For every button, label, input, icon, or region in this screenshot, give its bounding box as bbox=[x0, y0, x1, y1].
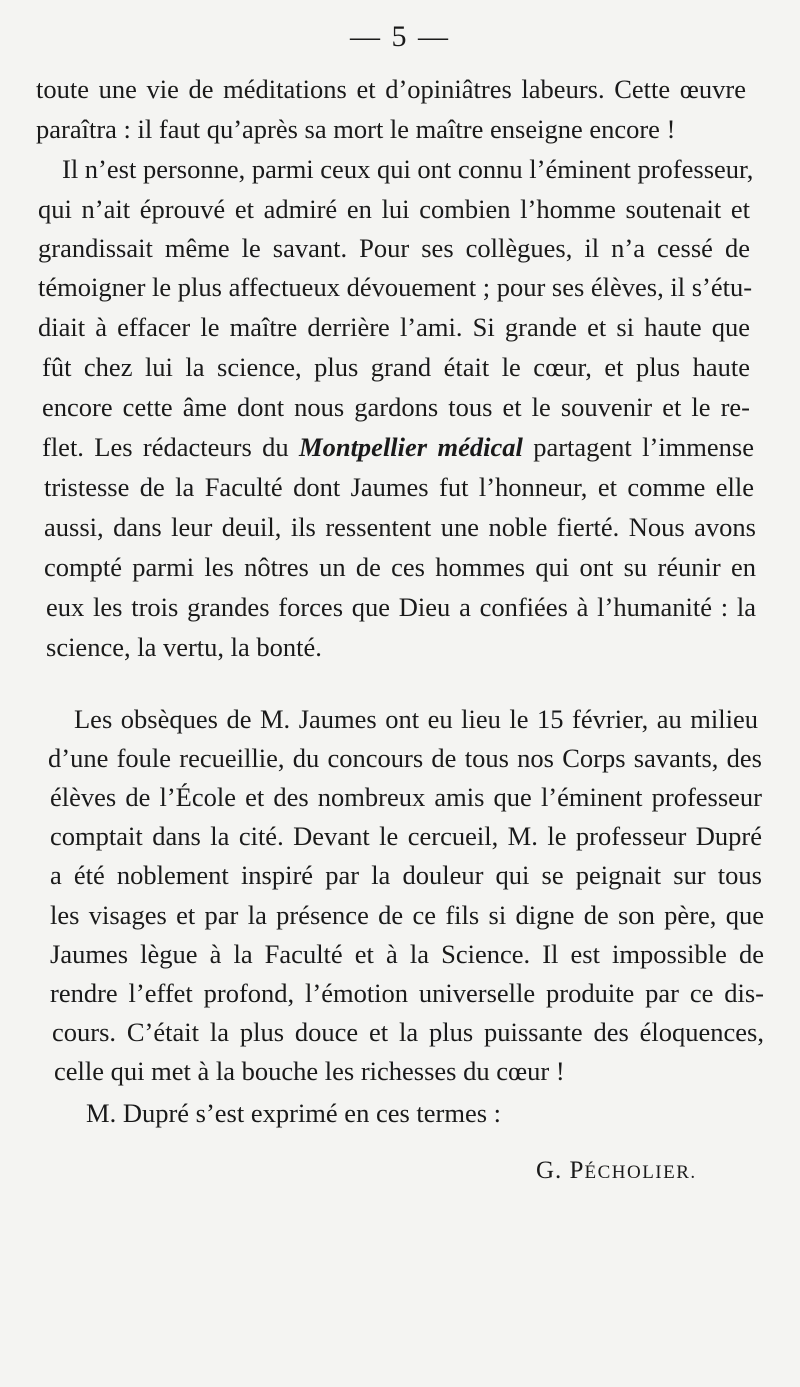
author-signature bbox=[536, 1152, 697, 1192]
text-line: élèves de l’École et des nombreux amis que l’éminent professeur bbox=[50, 782, 762, 812]
text-line: Il n’est personne, parmi ceux qui ont connu l’éminent professeur, bbox=[62, 154, 754, 184]
text-line: témoigner le plus affectueux dévouement ; pour ses élèves, il s’étu- bbox=[38, 272, 753, 302]
text-line bbox=[42, 428, 754, 466]
signature-initial: G. P bbox=[536, 1157, 585, 1184]
text-line: diait à effacer le maître derrière l’ami. Si grande et si haute que bbox=[38, 312, 750, 342]
text-line: encore cette âme dont nous gardons tous et le souvenir et le re- bbox=[42, 392, 750, 422]
text-line: science, la vertu, la bonté. bbox=[46, 632, 322, 662]
text-line: Les obsèques de M. Jaumes ont eu lieu le 15 février, au milieu bbox=[74, 704, 758, 734]
text-line: rendre l’effet profond, l’émotion universelle produite par ce dis- bbox=[50, 978, 764, 1008]
text-fragment: flet. Les rédacteurs du bbox=[42, 432, 300, 462]
text-line: fût chez lui la science, plus grand était le cœur, et plus haute bbox=[42, 352, 750, 382]
text-line: paraîtra : il faut qu’après sa mort le maître enseigne encore ! bbox=[36, 114, 676, 144]
text-line: M. Dupré s’est exprimé en ces termes : bbox=[86, 1098, 502, 1128]
text-line: toute une vie de méditations et d’opiniâtres labeurs. Cette œuvre bbox=[36, 74, 746, 104]
text-line: compté parmi les nôtres un de ces hommes qui ont su réunir en bbox=[44, 552, 756, 582]
text-line: eux les trois grandes forces que Dieu a confiées à l’humanité : la bbox=[46, 592, 756, 622]
text-line: d’une foule recueillie, du concours de tous nos Corps savants, des bbox=[48, 743, 762, 773]
text-line: qui n’ait éprouvé et admiré en lui combien l’homme soutenait et bbox=[38, 194, 750, 224]
text-line: a été noblement inspiré par la douleur qui se peignait sur tous bbox=[50, 860, 762, 890]
text-line: aussi, dans leur deuil, ils ressentent une noble fierté. Nous avons bbox=[44, 512, 756, 542]
text-line: tristesse de la Faculté dont Jaumes fut l’honneur, et comme elle bbox=[44, 472, 754, 502]
signature-surname: ÉCHOLIER. bbox=[584, 1162, 697, 1183]
text-fragment: partagent l’immense bbox=[522, 432, 754, 462]
text-line: cours. C’était la plus douce et la plus puissante des éloquences, bbox=[52, 1017, 764, 1047]
text-line: celle qui met à la bouche les richesses du cœur ! bbox=[54, 1056, 565, 1086]
text-line: Jaumes lègue à la Faculté et à la Science. Il est impossible de bbox=[50, 939, 764, 969]
page-number: — 5 — bbox=[350, 20, 450, 53]
text-line: grandissait même le savant. Pour ses collègues, il n’a cessé de bbox=[38, 233, 750, 263]
text-line: les visages et par la présence de ce fils si digne de son père, que bbox=[50, 900, 764, 930]
journal-title: Montpellier médical bbox=[299, 432, 523, 462]
text-line: comptait dans la cité. Devant le cercueil, M. le professeur Dupré bbox=[50, 821, 762, 851]
